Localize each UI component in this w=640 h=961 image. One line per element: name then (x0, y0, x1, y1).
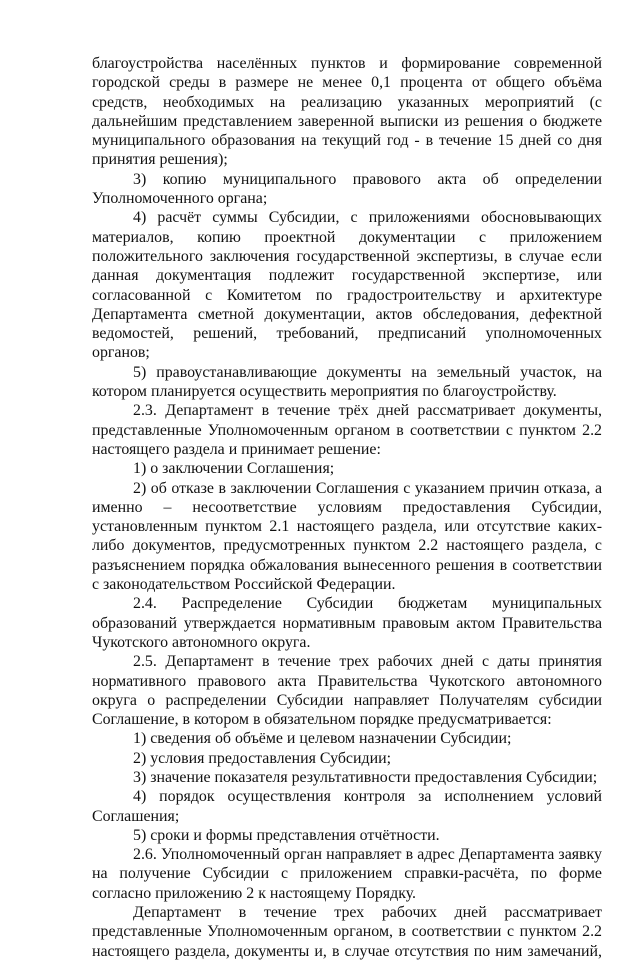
paragraph-agreement-item-5: 5) сроки и формы представления отчётности. (133, 826, 440, 844)
paragraph-section-2-6: 2.6. Уполномоченный орган направляет в адрес Департамента заявку на получение Субсидии с приложением справки-расчёта, по форме согласно приложению 2 к настоящему Порядку. (92, 846, 602, 902)
paragraph-agreement-item-3: 3) значение показателя результативности предоставления Субсидии; (133, 768, 598, 786)
paragraph-item-3-municipal-act: 3) копию муниципального правового акта об определении Уполномоченного органа; (92, 170, 602, 208)
paragraph-department-review: Департамент в течение трех рабочих дней рассматривает представленные Уполномоченным органом, в соответствии с пунктом 2.2 настоящего раздела, документы и, в случае отсутствия по ним замечаний, (92, 904, 602, 960)
paragraph-section-2-4: 2.4. Распределение Субсидии бюджетам муниципальных образований утверждается нормативным правовым актом Правительства Чукотского автономного округа. (92, 595, 602, 651)
paragraph-agreement-item-1: 1) сведения об объёме и целевом назначении Субсидии; (133, 730, 512, 748)
paragraph-agreement-item-2: 2) условия предоставления Субсидии; (133, 749, 391, 767)
paragraph-item-5-land-documents: 5) правоустанавливающие документы на земельный участок, на котором планируется осуществить мероприятия по благоустройству. (92, 363, 602, 401)
paragraph-section-2-5: 2.5. Департамент в течение трех рабочих дней с даты принятия нормативного правового акта Правительства Чукотского автономного округа о распределении Субсидии направляет Получателям субсидии Соглашение, в котором в обязательном порядке предусматривается: (92, 653, 602, 729)
paragraph-item-4-subsidy-calculation: 4) расчёт суммы Субсидии, с приложениями обосновывающих материалов, копию проектной документации с приложением положительного заключения государственной экспертизы, в случае если данная документация подлежит государственной экспертизе, или согласованной с Комитетом по градостроительству и архитектуре Департамента сметной документации, актов обследования, дефектной ведомостей, решений, требований, предписаний уполномоченных органов; (92, 209, 602, 362)
paragraph-budget-continuation: благоустройства населённых пунктов и формирование современной городской среды в размере не менее 0,1 процента от общего объёма средств, необходимых на реализацию указанных мероприятий (с дальнейшим представлением заверенной выписки из решения о бюджете муниципального образования на текущий год - в течение 15 дней со дня принятия решения); (92, 55, 602, 169)
paragraph-decision-1-agreement: 1) о заключении Соглашения; (133, 460, 335, 478)
paragraph-agreement-item-4: 4) порядок осуществления контроля за исполнением условий Соглашения; (92, 788, 602, 825)
paragraph-section-2-3: 2.3. Департамент в течение трёх дней рассматривает документы, представленные Уполномоченным органом в соответствии с пунктом 2.2 настоящего раздела и принимает решение: (92, 402, 602, 458)
paragraph-decision-2-refusal: 2) об отказе в заключении Соглашения с указанием причин отказа, а именно – несоответствие условиям предоставления Субсидии, установленным пунктом 2.1 настоящего раздела, или отсутствие каких-либо документов, предусмотренных пунктом 2.2 настоящего раздела, с разъяснением порядка обжалования вынесенного решения в соответствии с законодательством Российской Федерации. (92, 479, 602, 594)
